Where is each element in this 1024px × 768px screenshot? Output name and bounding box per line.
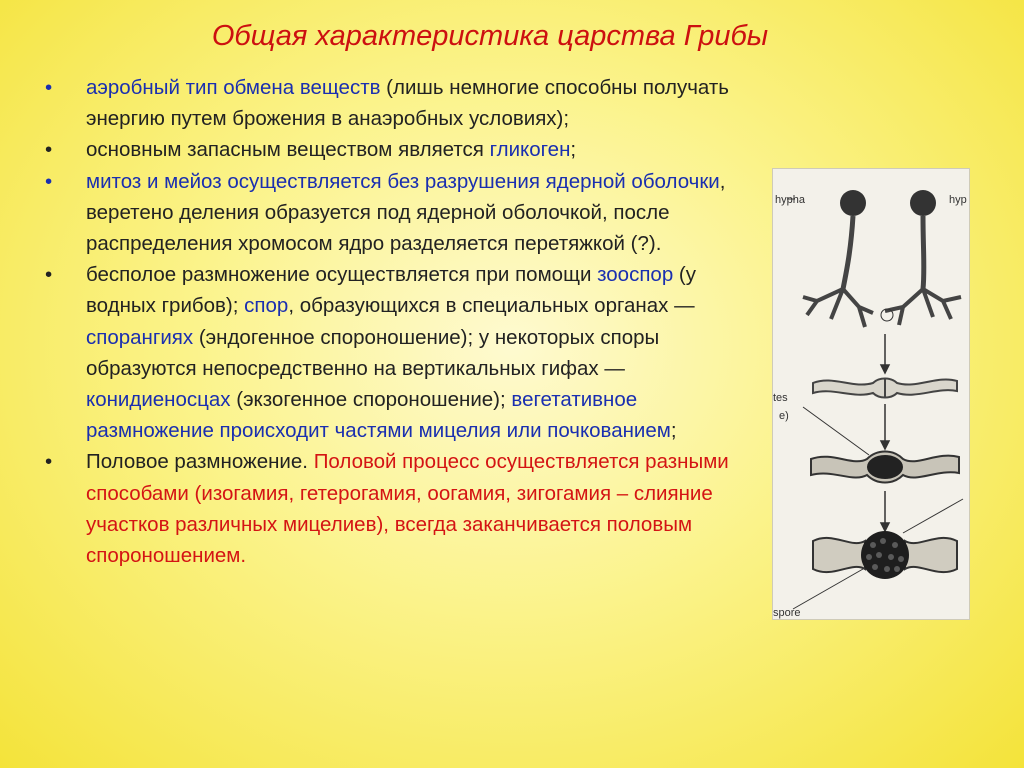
zygospore-stage <box>813 531 957 579</box>
text-segment: аэробный тип обмена веществ <box>86 76 381 99</box>
label-hypha-right: hyp <box>949 194 967 206</box>
slide-title: Общая характеристика царства Грибы <box>211 20 769 52</box>
bullet-item <box>40 259 730 446</box>
bullet-list <box>40 72 730 571</box>
bullet-item <box>40 72 730 134</box>
text-segment: (у водных грибов); <box>86 263 696 318</box>
text-segment: , веретено деления образуется под ядерной оболочкой, после распределения хромосом ядро разделяется перетяжкой (?). <box>86 169 726 256</box>
text-segment: (лишь немногие способны получать энергию путем брожения в анаэробных условиях); <box>86 76 729 131</box>
bullet-item <box>40 446 730 571</box>
text-segment: ; <box>670 419 677 443</box>
diagram-svg <box>773 169 969 619</box>
text-segment: митоз и мейоз осуществляется без разрушения ядерной оболочки <box>86 169 720 193</box>
bullet-marker: • <box>45 76 53 99</box>
gametangia-stage <box>813 379 957 398</box>
bullet-item <box>40 166 730 260</box>
text-segment: (экзогенное спороношение); <box>230 388 512 412</box>
label-hypha-left: hypha <box>775 194 805 206</box>
text-segment: , образующихся в специальных органах — <box>288 294 695 318</box>
label-spore-leader <box>793 569 863 609</box>
fusion-stage <box>811 452 959 483</box>
label-spore: spore <box>773 607 801 619</box>
label-tes-leader <box>803 407 869 455</box>
bullet-text <box>86 166 730 260</box>
bullet-marker: • <box>45 263 53 287</box>
bullet-text <box>86 446 730 571</box>
text-segment: спор <box>244 294 289 318</box>
bullet-text <box>86 134 730 165</box>
bullet-text <box>86 72 730 134</box>
text-segment: гликоген <box>489 138 571 162</box>
text-segment: основным запасным веществом является <box>86 138 490 162</box>
text-segment: конидиеносцах <box>86 388 231 412</box>
fungus-life-cycle-diagram <box>772 168 970 620</box>
text-segment: ; <box>570 138 577 162</box>
text-segment: спорангиях <box>86 325 194 349</box>
label-tes: tes <box>773 392 788 404</box>
bullet-marker: • <box>45 450 53 474</box>
right-leader-line <box>903 499 963 533</box>
label-e: e) <box>779 410 789 422</box>
text-segment: Половой процесс осуществляется разными способами (изогамия, гетерогамия, оогамия, зигогамия – слияние участков различных мицелиев), всегда заканчивается половым спороношением. <box>86 450 729 568</box>
flow-arrows <box>881 334 889 531</box>
left-sporangiophore <box>803 190 873 327</box>
text-segment: (эндогенное спороношение); у некоторых споры образуются непосредственно на вертикальных гифах — <box>86 325 660 380</box>
right-sporangiophore <box>885 190 961 325</box>
bullet-marker: • <box>45 169 53 193</box>
bullet-item <box>40 134 730 165</box>
text-segment: вегетативное размножение происходит частями мицелия или почкованием <box>86 388 671 443</box>
bullet-text <box>86 259 730 446</box>
bullet-marker: • <box>45 138 53 162</box>
text-segment: Половое размножение. <box>86 450 314 474</box>
text-segment: зооспор <box>597 263 674 287</box>
text-segment: бесполое размножение осуществляется при помощи <box>86 263 598 287</box>
